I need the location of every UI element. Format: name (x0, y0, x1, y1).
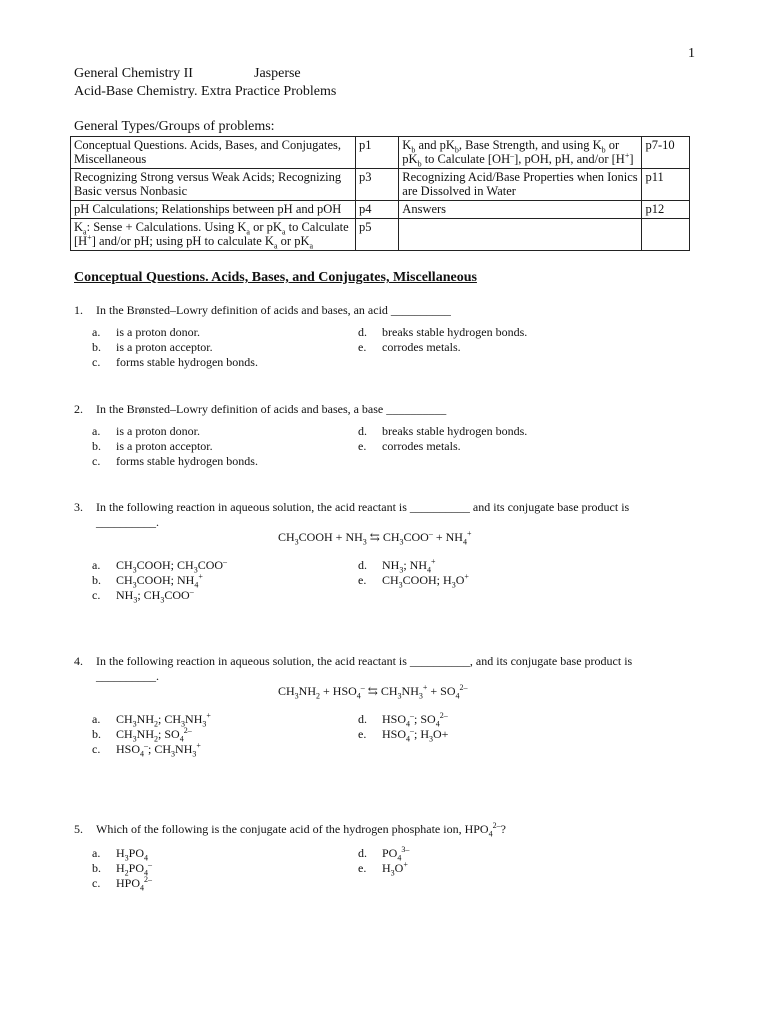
types-page: p7-10 (642, 137, 690, 169)
option-text: is a proton donor. (116, 325, 200, 339)
answer-option (92, 572, 203, 590)
option-letter: c. (92, 454, 101, 468)
question-stem (74, 500, 629, 515)
answer-option (92, 454, 258, 468)
option-letter: b. (92, 861, 101, 875)
types-row (71, 201, 690, 219)
question-number: 2. (74, 402, 83, 416)
answer-option (358, 860, 408, 878)
section-title: Conceptual Questions. Acids, Bases, and Conjugates, Miscellaneous (74, 270, 477, 285)
problem-types-table (70, 136, 690, 251)
answer-option (92, 587, 194, 605)
option-letter: e. (358, 340, 367, 354)
option-text: $PO_4^{3-}$ (382, 845, 410, 863)
answer-option (92, 340, 213, 354)
answer-option (358, 340, 461, 354)
answer-option (92, 875, 153, 893)
option-letter: a. (92, 424, 101, 438)
question-3 (74, 500, 630, 605)
types-cell: $K_a$: Sense + Calculations. Using $K_a$ or $pK_a$ to Calculate [H+] and/or pH; using pH to calculate $K_a$ or $pK_a$ (71, 219, 356, 251)
answer-option (358, 572, 469, 590)
option-letter: e. (358, 573, 367, 587)
question-stem (74, 402, 446, 417)
question-stem (74, 822, 506, 837)
option-text: $HSO_4^-$; $H_3O+$ (382, 726, 449, 744)
option-text: forms stable hydrogen bonds. (116, 355, 258, 369)
question-4 (74, 654, 633, 759)
question-stem (74, 303, 451, 318)
option-letter: a. (92, 846, 101, 860)
types-cell: Recognizing Acid/Base Properties when Ionics are Dissolved in Water (399, 169, 642, 201)
option-text: forms stable hydrogen bonds. (116, 454, 258, 468)
question-stem (74, 654, 632, 669)
option-letter: d. (358, 325, 367, 339)
option-text: $CH_3COOH$; $NH_4^+$ (116, 572, 203, 590)
option-text: $CH_3NH_2$; $CH_3NH_3^+$ (116, 711, 211, 729)
option-letter: d. (358, 846, 367, 860)
types-row (71, 219, 690, 251)
answer-option (92, 846, 149, 863)
types-cell (399, 219, 642, 251)
question-text: In the following reaction in aqueous solution, the acid reactant is __________ and its conjugate base product is (96, 500, 630, 514)
types-cell: Answers (399, 201, 642, 219)
course-title: General Chemistry II (74, 66, 193, 81)
option-letter: c. (92, 876, 101, 890)
option-letter: d. (358, 424, 367, 438)
answer-option (358, 557, 436, 575)
answer-option (358, 845, 410, 863)
answer-option (92, 711, 211, 729)
option-text: $HPO_4^{2-}$ (116, 875, 153, 893)
question-1 (74, 303, 528, 369)
answer-option (92, 355, 258, 369)
option-letter: b. (92, 439, 101, 453)
option-text: $H_2PO_4^-$ (116, 860, 153, 878)
types-heading: General Types/Groups of problems: (74, 119, 275, 134)
types-row (71, 137, 690, 169)
option-text: corrodes metals. (382, 340, 461, 354)
document-subtitle: Acid-Base Chemistry. Extra Practice Problems (74, 84, 337, 99)
option-text: corrodes metals. (382, 439, 461, 453)
question-text: In the Brønsted–Lowry definition of acids and bases, a base __________ (96, 402, 447, 416)
answer-option (358, 325, 527, 339)
page-number: 1 (688, 46, 695, 61)
option-text: $H_3O^+$ (382, 860, 408, 878)
types-page: p3 (355, 169, 398, 201)
answer-option (358, 424, 527, 438)
question-number: 3. (74, 500, 83, 514)
header-course-line (74, 66, 301, 82)
types-page (642, 219, 690, 251)
types-page: p5 (355, 219, 398, 251)
answer-option (92, 424, 200, 438)
answer-option (358, 439, 461, 453)
question-2 (74, 402, 528, 468)
types-page: p4 (355, 201, 398, 219)
option-letter: b. (92, 573, 101, 587)
reaction-equation: $CH_3COOH + NH_3$ ⇆ $CH_3COO^- + NH_4^+$ (278, 529, 472, 547)
question-text: Which of the following is the conjugate acid of the hydrogen phosphate ion, $HPO_4^{2-}$? (96, 821, 506, 839)
option-letter: b. (92, 727, 101, 741)
types-cell: $K_b$ and $pK_b$, Base Strength, and using $K_b$ or $pK_b$ to Calculate [OH–], pOH, pH, and/or [H+] (399, 137, 642, 169)
option-letter: a. (92, 325, 101, 339)
option-letter: d. (358, 712, 367, 726)
answer-option (92, 741, 201, 759)
option-text: $HSO_4^-$; $CH_3NH_3^+$ (116, 741, 201, 759)
option-text: breaks stable hydrogen bonds. (382, 424, 528, 438)
question-text-continued: __________. (96, 515, 159, 529)
option-text: $H_3PO_4$ (116, 846, 149, 863)
option-letter: a. (92, 558, 101, 572)
option-letter: c. (92, 355, 101, 369)
question-text: In the Brønsted–Lowry definition of acids and bases, an acid __________ (96, 303, 451, 317)
answer-option (358, 726, 449, 744)
option-text: $NH_3$; $NH_4^+$ (382, 557, 436, 575)
question-text: In the following reaction in aqueous solution, the acid reactant is __________, and its conjugate base product is (96, 654, 633, 668)
types-cell: Recognizing Strong versus Weak Acids; Recognizing Basic versus Nonbasic (71, 169, 356, 201)
question-number: 4. (74, 654, 83, 668)
types-row (71, 169, 690, 201)
answer-option (358, 711, 448, 729)
option-text: $NH_3$; $CH_3COO^-$ (116, 587, 194, 605)
option-text: breaks stable hydrogen bonds. (382, 325, 528, 339)
option-letter: e. (358, 439, 367, 453)
types-cell: pH Calculations; Relationships between pH and pOH (71, 201, 356, 219)
question-5 (74, 821, 506, 893)
option-text: $CH_3COOH$; $CH_3COO^-$ (116, 557, 228, 575)
answer-option (92, 439, 213, 453)
question-number: 1. (74, 303, 83, 317)
author-name: Jasperse (254, 66, 301, 81)
option-letter: a. (92, 712, 101, 726)
option-text: $HSO_4^-$; $SO_4^{2-}$ (382, 711, 448, 729)
option-text: $CH_3COOH$; $H_3O^+$ (382, 572, 469, 590)
types-page: p1 (355, 137, 398, 169)
question-text-continued: __________. (96, 669, 159, 683)
option-text: $CH_3NH_2$; $SO_4^{2-}$ (116, 726, 192, 744)
types-cell: Conceptual Questions. Acids, Bases, and Conjugates, Miscellaneous (71, 137, 356, 169)
answer-option (92, 860, 153, 878)
option-text: is a proton acceptor. (116, 439, 213, 453)
option-text: is a proton acceptor. (116, 340, 213, 354)
answer-option (92, 726, 192, 744)
option-letter: e. (358, 727, 367, 741)
answer-option (92, 325, 200, 339)
option-letter: c. (92, 742, 101, 756)
question-number: 5. (74, 822, 83, 836)
answer-option (92, 557, 228, 575)
option-letter: b. (92, 340, 101, 354)
option-text: is a proton donor. (116, 424, 200, 438)
types-page: p12 (642, 201, 690, 219)
types-page: p11 (642, 169, 690, 201)
option-letter: d. (358, 558, 367, 572)
option-letter: e. (358, 861, 367, 875)
option-letter: c. (92, 588, 101, 602)
reaction-equation: $CH_3NH_2 + HSO_4^-$ ⇆ $CH_3NH_3^+ + SO_4^{2-}$ (278, 683, 468, 701)
